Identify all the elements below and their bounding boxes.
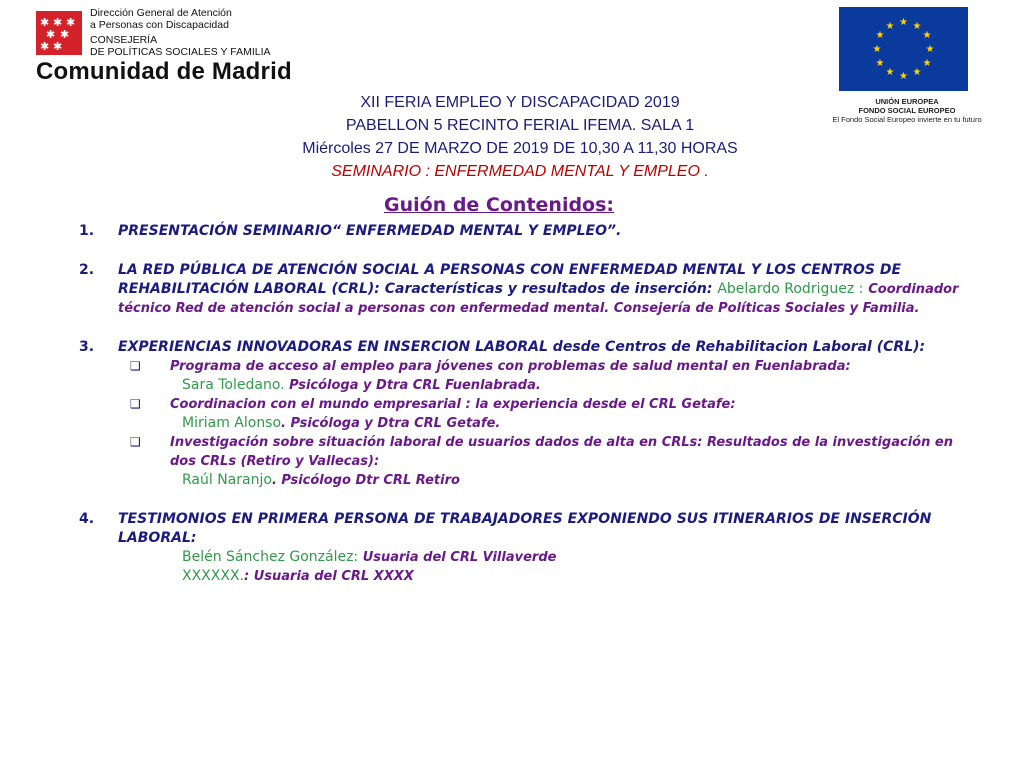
star-icon: ✱ (40, 40, 50, 53)
svg-text:★: ★ (922, 58, 932, 69)
madrid-title: Comunidad de Madrid (36, 58, 292, 85)
svg-text:★: ★ (912, 21, 922, 32)
checkbox-bullet-icon: ❑ (130, 435, 141, 449)
sub-item-text: Programa de acceso al empleo para jóvenes con problemas de salud mental en Fuenlabrada: (170, 359, 851, 374)
eu-line-2: FONDO SOCIAL EUROPEO (858, 106, 956, 115)
svg-text:★: ★ (925, 44, 935, 55)
section-title: Guión de Contenidos: (384, 194, 615, 216)
madrid-line-2: a Personas con Discapacidad (90, 18, 229, 31)
event-location: PABELLON 5 RECINTO FERIAL IFEMA. SALA 1 (345, 117, 695, 134)
sub-speaker (76, 376, 976, 395)
sub-item (76, 357, 976, 376)
svg-text:★: ★ (899, 71, 908, 82)
testimony-speaker (76, 567, 976, 586)
list-item-1 (76, 222, 976, 241)
svg-text:★: ★ (872, 44, 882, 55)
item-text: TESTIMONIOS EN PRIMERA PERSONA DE TRABAJADORES EXPONIENDO SUS ITINERARIOS DE INSERCIÓN LABORAL: (118, 511, 932, 546)
svg-text:★: ★ (875, 30, 885, 41)
event-date: Miércoles 27 DE MARZO DE 2019 DE 10,30 A 11,30 HORAS (302, 140, 738, 157)
list-item-2 (76, 261, 976, 318)
speaker-name: Abelardo Rodriguez : (717, 281, 864, 297)
eu-line-3: El Fondo Social Europeo invierte en tu futuro (832, 115, 982, 124)
item-text: EXPERIENCIAS INNOVADORAS EN INSERCION LABORAL desde Centros de Rehabilitacion Laboral (CRL): (118, 339, 926, 355)
event-title: XII FERIA EMPLEO Y DISCAPACIDAD 2019 (360, 94, 680, 111)
checkbox-bullet-icon: ❑ (130, 397, 141, 411)
svg-text:★: ★ (885, 67, 895, 78)
item-number: 2. (79, 262, 95, 278)
list-item-4 (76, 510, 976, 548)
star-icon: ✱ (46, 28, 56, 41)
contents-list (76, 222, 976, 586)
madrid-line-3: CONSEJERÍA (90, 34, 158, 46)
speaker-role: . Psicóloga y Dtra CRL Getafe. (281, 416, 501, 431)
testimony-speaker (76, 548, 976, 567)
star-icon: ✱ (60, 28, 70, 41)
item-text: LA RED PÚBLICA DE ATENCIÓN SOCIAL A PERSONAS CON ENFERMEDAD MENTAL Y LOS CENTROS DE REHABILITACIÓN LABORAL (CRL): Características y resultados de inserción: (118, 262, 902, 297)
madrid-department-text (90, 8, 271, 58)
item-number: 3. (79, 339, 95, 355)
svg-text:★: ★ (875, 58, 885, 69)
speaker-role: . Psicólogo Dtr CRL Retiro (271, 473, 460, 488)
speaker-role: Psicóloga y Dtra CRL Fuenlabrada. (289, 378, 541, 393)
svg-text:★: ★ (885, 21, 895, 32)
star-icon: ✱ (53, 16, 63, 29)
sub-item (76, 395, 976, 414)
star-icon: ✱ (53, 40, 63, 53)
item-number: 1. (79, 223, 95, 239)
checkbox-bullet-icon: ❑ (130, 359, 141, 373)
list-item-3 (76, 338, 976, 357)
speaker-role: Usuaria del CRL Villaverde (362, 550, 557, 565)
eu-flag-logo (839, 7, 968, 91)
eu-stars-icon (839, 7, 968, 91)
star-icon: ✱ (66, 16, 76, 29)
sub-item-text: Coordinacion con el mundo empresarial : la experiencia desde el CRL Getafe: (170, 397, 736, 412)
speaker-name: Sara Toledano. (182, 377, 285, 393)
star-icon: ✱ (40, 16, 50, 29)
item-text: PRESENTACIÓN SEMINARIO“ ENFERMEDAD MENTAL Y EMPLEO”. (118, 223, 622, 239)
seminar-title: SEMINARIO : ENFERMEDAD MENTAL Y EMPLEO . (331, 163, 709, 180)
madrid-line-4: DE POLÍTICAS SOCIALES Y FAMILIA (90, 45, 271, 58)
sub-speaker (76, 471, 976, 490)
eu-caption (822, 97, 992, 124)
eu-line-1: UNIÓN EUROPEA (875, 97, 939, 106)
speaker-role: Coordinador técnico Red de atención social a personas con enfermedad mental. Consejería de Políticas Sociales y Familia. (118, 282, 959, 316)
madrid-flag-logo (36, 11, 82, 55)
sub-item (76, 433, 976, 471)
svg-text:★: ★ (912, 67, 922, 78)
sub-speaker (76, 414, 976, 433)
speaker-name: Raúl Naranjo (182, 472, 272, 488)
speaker-name: XXXXXX. (182, 568, 244, 584)
speaker-name: Miriam Alonso (182, 415, 282, 431)
madrid-line-1: Dirección General de Atención (90, 7, 232, 19)
sub-item-text: Investigación sobre situación laboral de usuarios dados de alta en CRLs: Resultados de la investigación en dos CRLs (Retiro y Vallecas): (170, 435, 953, 469)
item-number: 4. (79, 511, 95, 527)
speaker-role: : Usuaria del CRL XXXX (244, 569, 414, 584)
svg-text:★: ★ (922, 30, 932, 41)
speaker-name: Belén Sánchez González: (182, 549, 359, 565)
svg-text:★: ★ (899, 17, 908, 28)
